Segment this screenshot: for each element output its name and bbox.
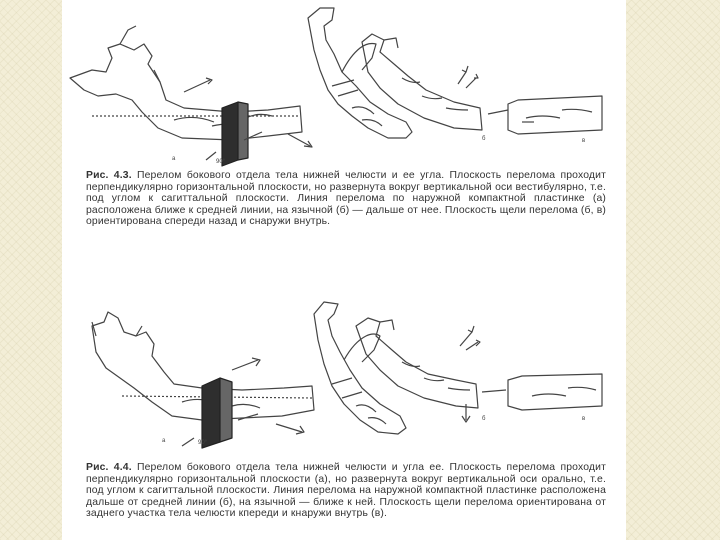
figure-4-3-angle-label: 90° <box>216 159 226 165</box>
figure-4-4-caption <box>86 462 606 520</box>
figure-4-4 <box>62 292 626 460</box>
figure-4-4-caption-text: Перелом бокового отдела тела нижней челюсти и угла ее. Плоскость перелома проходит перпендикулярно горизонтальной плоскости (а), но развернута вокруг вертикальной оси орально, т.е. под углом к сагиттальной плоскости. Линия перелома на наружной компактной пластинке расположена дальше от средней линии (б), на язычной — ближе к ней. Плоскость щели перелома ориентирована от заднего участка тела челюсти кпереди и кнаружи внутрь (в). <box>86 462 606 520</box>
figure-4-3 <box>62 0 626 170</box>
figure-4-3-label: Рис. 4.3. <box>86 170 132 181</box>
figure-4-4-panel-label-b: б <box>482 416 486 422</box>
figure-4-3-panel-label-b: б <box>482 136 486 142</box>
figure-4-3-panel-label-c: в <box>582 138 586 144</box>
figure-4-4-angle-label: 90° <box>198 440 208 446</box>
figure-4-3-panel-label-a: а <box>172 156 176 162</box>
figure-4-4-panel-label-c: в <box>582 416 586 422</box>
figure-4-4-panel-label-a: а <box>162 438 166 444</box>
figure-4-4-label: Рис. 4.4. <box>86 462 132 473</box>
slide <box>62 0 626 540</box>
figure-4-3-caption-text: Перелом бокового отдела тела нижней челюсти и ее угла. Плоскость перелома проходит перпендикулярно горизонтальной плоскости, но развернута вокруг вертикальной оси вестибулярно, т.е. под углом к сагиттальной плоскости. Линия перелома по наружной компактной пластинке (а) расположена ближе к средней линии, на язычной (б) — дальше от нее. Плоскость щели перелома (б, в) ориентирована спереди назад и снаружи внутрь. <box>86 170 606 228</box>
figure-4-3-caption <box>86 170 606 228</box>
figure-4-3-illustration <box>62 0 626 170</box>
figure-4-4-illustration <box>62 292 626 460</box>
